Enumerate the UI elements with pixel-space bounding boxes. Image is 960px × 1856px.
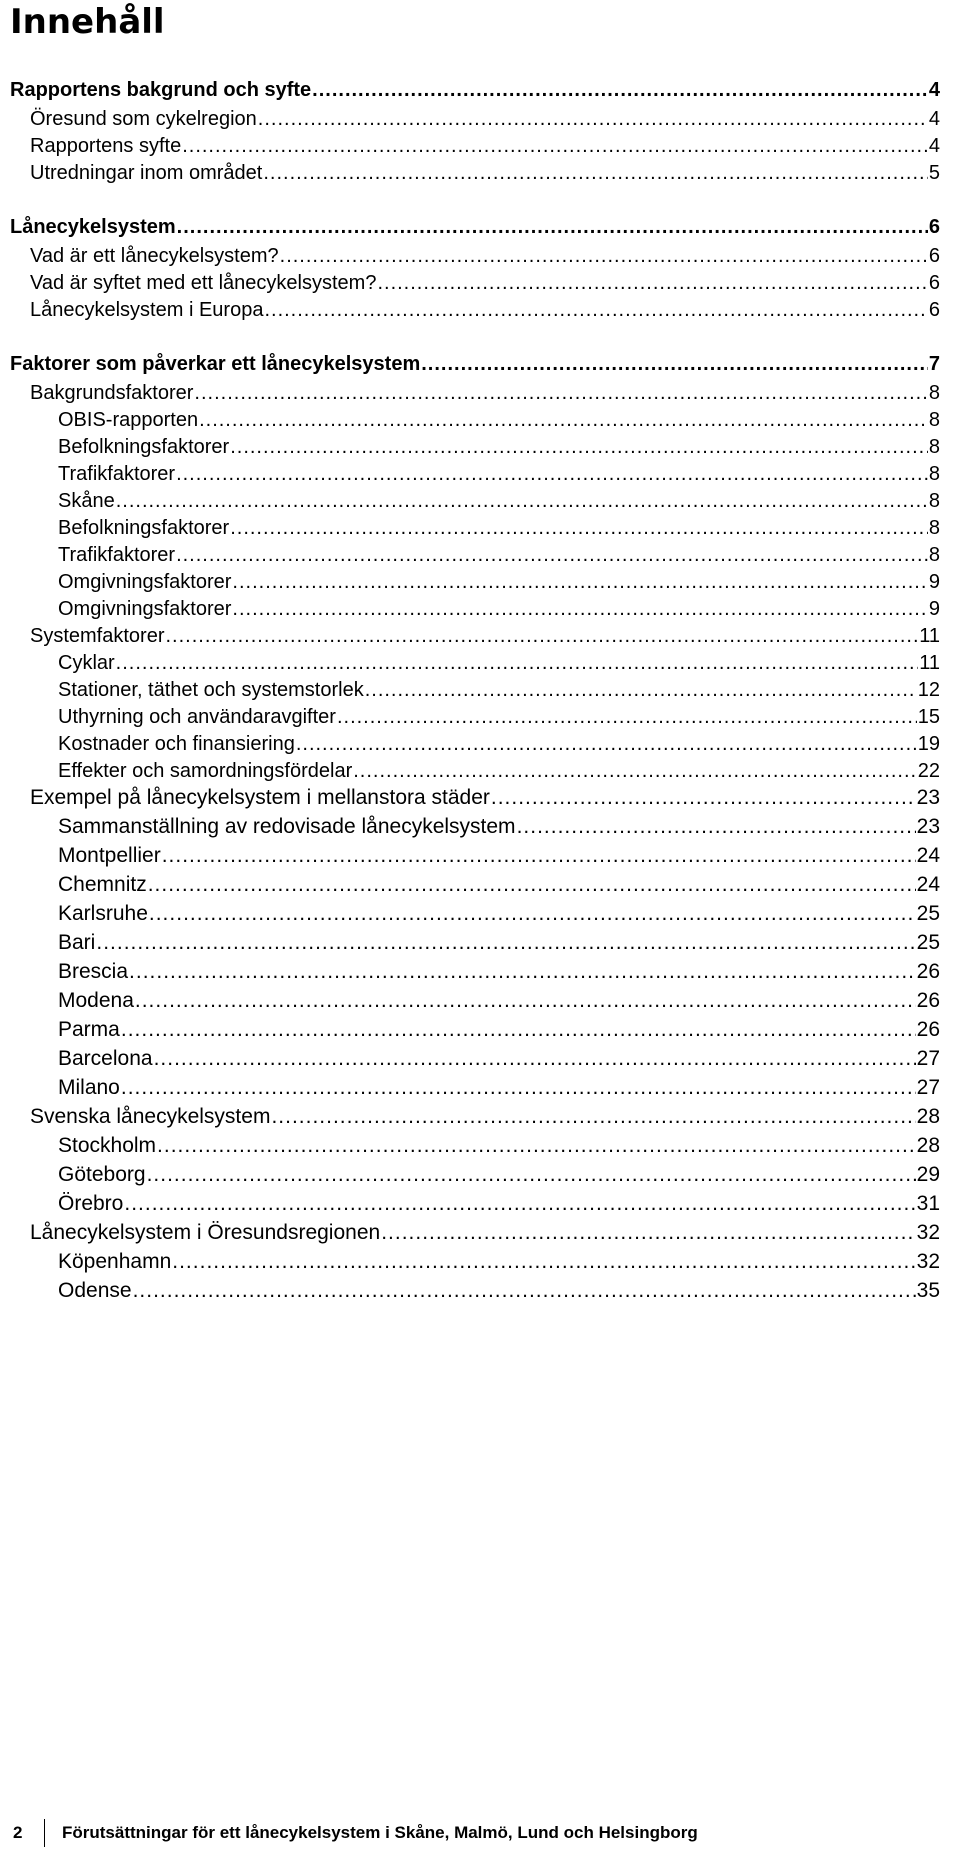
- toc-entry-page: 28: [916, 1134, 940, 1157]
- toc-entry[interactable]: [58, 930, 940, 956]
- toc-entry[interactable]: [58, 542, 940, 568]
- dot-leader: [133, 1278, 916, 1304]
- dot-leader: [232, 596, 927, 622]
- toc-entry-page: 4: [928, 79, 940, 101]
- dot-leader: [280, 243, 928, 269]
- toc-entry[interactable]: [30, 297, 940, 323]
- toc-entry[interactable]: [30, 1220, 940, 1246]
- dot-leader: [154, 1046, 916, 1072]
- toc-entry-title: Köpenhamn: [58, 1250, 172, 1273]
- toc-entry-page: 9: [928, 598, 940, 620]
- dot-leader: [157, 1133, 916, 1159]
- toc-entry[interactable]: [30, 243, 940, 269]
- page-title: Innehåll: [10, 2, 165, 42]
- toc-entry-title: OBIS-rapporten: [58, 409, 199, 431]
- dot-leader: [381, 1220, 915, 1246]
- toc-entry-title: Omgivningsfaktorer: [58, 571, 232, 593]
- dot-leader: [421, 351, 928, 377]
- toc-entry-title: Milano: [58, 1076, 120, 1099]
- toc-entry-page: 8: [928, 436, 940, 458]
- dot-leader: [116, 488, 928, 514]
- toc-entry-page: 8: [928, 517, 940, 539]
- toc-entry-title: Chemnitz: [58, 873, 147, 896]
- dot-leader: [230, 515, 928, 541]
- toc-entry-page: 6: [928, 245, 940, 267]
- toc-entry[interactable]: [58, 988, 940, 1014]
- toc-entry-page: 32: [916, 1250, 940, 1273]
- toc-entry-page: 6: [928, 299, 940, 321]
- toc-entry-page: 25: [916, 931, 940, 954]
- dot-leader: [135, 988, 916, 1014]
- dot-leader: [258, 106, 928, 132]
- dot-leader: [121, 1017, 916, 1043]
- toc-entry[interactable]: [30, 133, 940, 159]
- toc-entry-page: 9: [928, 571, 940, 593]
- dot-leader: [230, 434, 928, 460]
- toc-entry-page: 27: [916, 1047, 940, 1070]
- toc-entry-page: 12: [917, 679, 940, 701]
- dot-leader: [96, 930, 915, 956]
- toc-entry-page: 8: [928, 463, 940, 485]
- toc-entry-page: 24: [916, 873, 940, 896]
- toc-entry-title: Vad är ett lånecykelsystem?: [30, 245, 279, 267]
- toc-entry[interactable]: [10, 77, 940, 103]
- dot-leader: [271, 1104, 915, 1130]
- toc-entry-page: 28: [916, 1105, 940, 1128]
- toc-entry-title: Montpellier: [58, 844, 161, 867]
- toc-entry-title: Bakgrundsfaktorer: [30, 382, 194, 404]
- toc-entry-page: 6: [928, 216, 940, 238]
- dot-leader: [182, 133, 928, 159]
- toc-entry[interactable]: [58, 1249, 940, 1275]
- toc-entry[interactable]: [30, 785, 940, 811]
- toc-entry[interactable]: [30, 380, 940, 406]
- toc-entry-title: Öresund som cykelregion: [30, 108, 257, 130]
- toc-entry[interactable]: [58, 731, 940, 757]
- toc-entry-title: Exempel på lånecykelsystem i mellanstora städer: [30, 786, 490, 809]
- toc-entry-title: Faktorer som påverkar ett lånecykelsystem: [10, 353, 421, 375]
- toc-entry-page: 5: [928, 162, 940, 184]
- dot-leader: [129, 959, 916, 985]
- toc-entry-title: Stockholm: [58, 1134, 157, 1157]
- toc-entry-title: Befolkningsfaktorer: [58, 436, 230, 458]
- toc-entry-title: Göteborg: [58, 1163, 146, 1186]
- dot-leader: [264, 297, 927, 323]
- toc-entry-page: 19: [917, 733, 940, 755]
- page-footer: [0, 1817, 960, 1847]
- dot-leader: [353, 758, 917, 784]
- toc-entry[interactable]: [58, 434, 940, 460]
- dot-leader: [116, 650, 919, 676]
- toc-entry-title: Parma: [58, 1018, 120, 1041]
- toc-entry-page: 11: [919, 652, 940, 674]
- toc-entry[interactable]: [58, 1191, 940, 1217]
- toc-entry-title: Svenska lånecykelsystem: [30, 1105, 271, 1128]
- toc-entry-title: Befolkningsfaktorer: [58, 517, 230, 539]
- toc-entry-title: Uthyrning och användaravgifter: [58, 706, 336, 728]
- toc-entry-page: 29: [916, 1163, 940, 1186]
- toc-entry[interactable]: [30, 270, 940, 296]
- toc-entry-title: Kostnader och finansiering: [58, 733, 295, 755]
- toc-entry-page: 8: [928, 382, 940, 404]
- toc-entry-page: 23: [916, 815, 940, 838]
- toc-entry-title: Modena: [58, 989, 134, 1012]
- dot-leader: [121, 1075, 916, 1101]
- toc-entry[interactable]: [58, 677, 940, 703]
- footer-page-number: 2: [13, 1823, 23, 1842]
- toc-entry-page: 8: [928, 544, 940, 566]
- dot-leader: [296, 731, 917, 757]
- dot-leader: [162, 843, 916, 869]
- toc-entry-page: 26: [916, 989, 940, 1012]
- dot-leader: [337, 704, 917, 730]
- toc-entry-title: Vad är syftet med ett lånecykelsystem?: [30, 272, 377, 294]
- dot-leader: [263, 160, 928, 186]
- toc-entry-title: Effekter och samordningsfördelar: [58, 760, 353, 782]
- toc-entry-title: Cyklar: [58, 652, 115, 674]
- toc-entry-title: Sammanställning av redovisade lånecykelsystem: [58, 815, 516, 838]
- toc-entry[interactable]: [58, 461, 940, 487]
- dot-leader: [517, 814, 916, 840]
- toc-entry[interactable]: [58, 1133, 940, 1159]
- toc-entry[interactable]: [10, 351, 940, 377]
- toc-entry-title: Lånecykelsystem i Öresundsregionen: [30, 1221, 381, 1244]
- dot-leader: [149, 901, 916, 927]
- toc-entry-title: Omgivningsfaktorer: [58, 598, 232, 620]
- toc-entry[interactable]: [58, 704, 940, 730]
- toc-entry-page: 7: [928, 353, 940, 375]
- footer-title: Förutsättningar för ett lånecykelsystem i Skåne, Malmö, Lund och Helsingborg: [62, 1823, 698, 1842]
- toc-entry[interactable]: [58, 814, 940, 840]
- dot-leader: [377, 270, 927, 296]
- toc-entry-title: Systemfaktorer: [30, 625, 165, 647]
- toc-entry-title: Örebro: [58, 1192, 124, 1215]
- toc-entry-title: Utredningar inom området: [30, 162, 263, 184]
- toc-entry-page: 25: [916, 902, 940, 925]
- toc-entry[interactable]: [58, 1017, 940, 1043]
- toc-entry[interactable]: [58, 515, 940, 541]
- toc-entry[interactable]: [58, 872, 940, 898]
- toc-entry[interactable]: [58, 1046, 940, 1072]
- toc-entry[interactable]: [58, 650, 940, 676]
- toc-entry[interactable]: [30, 106, 940, 132]
- toc-entry-title: Skåne: [58, 490, 115, 512]
- toc-entry-page: 27: [916, 1076, 940, 1099]
- toc-entry[interactable]: [58, 596, 940, 622]
- toc-entry-page: 15: [917, 706, 940, 728]
- toc-entry-page: 4: [928, 108, 940, 130]
- toc-entry-title: Brescia: [58, 960, 129, 983]
- dot-leader: [124, 1191, 915, 1217]
- toc-entry-page: 6: [928, 272, 940, 294]
- toc-entry[interactable]: [58, 407, 940, 433]
- dot-leader: [176, 542, 928, 568]
- toc-entry[interactable]: [30, 623, 940, 649]
- toc-entry[interactable]: [58, 569, 940, 595]
- toc-entry-page: 31: [916, 1192, 940, 1215]
- toc-entry[interactable]: [10, 214, 940, 240]
- toc-entry-page: 32: [916, 1221, 940, 1244]
- toc-entry-title: Rapportens bakgrund och syfte: [10, 79, 312, 101]
- toc-entry-title: Trafikfaktorer: [58, 544, 176, 566]
- toc-entry-page: 22: [917, 760, 940, 782]
- dot-leader: [312, 77, 928, 103]
- toc-entry-title: Barcelona: [58, 1047, 153, 1070]
- toc-entry-title: Bari: [58, 931, 96, 954]
- dot-leader: [147, 1162, 916, 1188]
- toc-entry-page: 35: [916, 1279, 940, 1302]
- dot-leader: [232, 569, 927, 595]
- toc-entry-title: Odense: [58, 1279, 132, 1302]
- toc-entry[interactable]: [58, 901, 940, 927]
- dot-leader: [365, 677, 917, 703]
- toc-entry[interactable]: [58, 488, 940, 514]
- toc-entry-page: 26: [916, 960, 940, 983]
- toc-entry-page: 24: [916, 844, 940, 867]
- toc-entry-page: 11: [919, 625, 940, 647]
- toc-entry-title: Stationer, täthet och systemstorlek: [58, 679, 364, 701]
- toc-entry-page: 8: [928, 490, 940, 512]
- toc-entry-page: 8: [928, 409, 940, 431]
- toc-entry-title: Rapportens syfte: [30, 135, 182, 157]
- dot-leader: [165, 623, 918, 649]
- toc-entry-page: 23: [916, 786, 940, 809]
- toc-entry[interactable]: [58, 1162, 940, 1188]
- toc-entry[interactable]: [30, 1104, 940, 1130]
- toc-entry-title: Karlsruhe: [58, 902, 148, 925]
- dot-leader: [199, 407, 928, 433]
- dot-leader: [194, 380, 927, 406]
- dot-leader: [491, 785, 916, 811]
- toc-entry[interactable]: [30, 160, 940, 186]
- toc-entry-page: 4: [928, 135, 940, 157]
- footer-divider: [44, 1819, 45, 1847]
- toc-entry[interactable]: [58, 843, 940, 869]
- dot-leader: [176, 461, 928, 487]
- toc-entry-title: Trafikfaktorer: [58, 463, 176, 485]
- dot-leader: [172, 1249, 915, 1275]
- toc-entry-title: Lånecykelsystem: [10, 216, 176, 238]
- toc-entry[interactable]: [58, 1278, 940, 1304]
- toc-entry-title: Lånecykelsystem i Europa: [30, 299, 264, 321]
- toc-entry[interactable]: [58, 959, 940, 985]
- toc-entry[interactable]: [58, 758, 940, 784]
- dot-leader: [177, 214, 928, 240]
- toc-entry-page: 26: [916, 1018, 940, 1041]
- dot-leader: [148, 872, 916, 898]
- toc-entry[interactable]: [58, 1075, 940, 1101]
